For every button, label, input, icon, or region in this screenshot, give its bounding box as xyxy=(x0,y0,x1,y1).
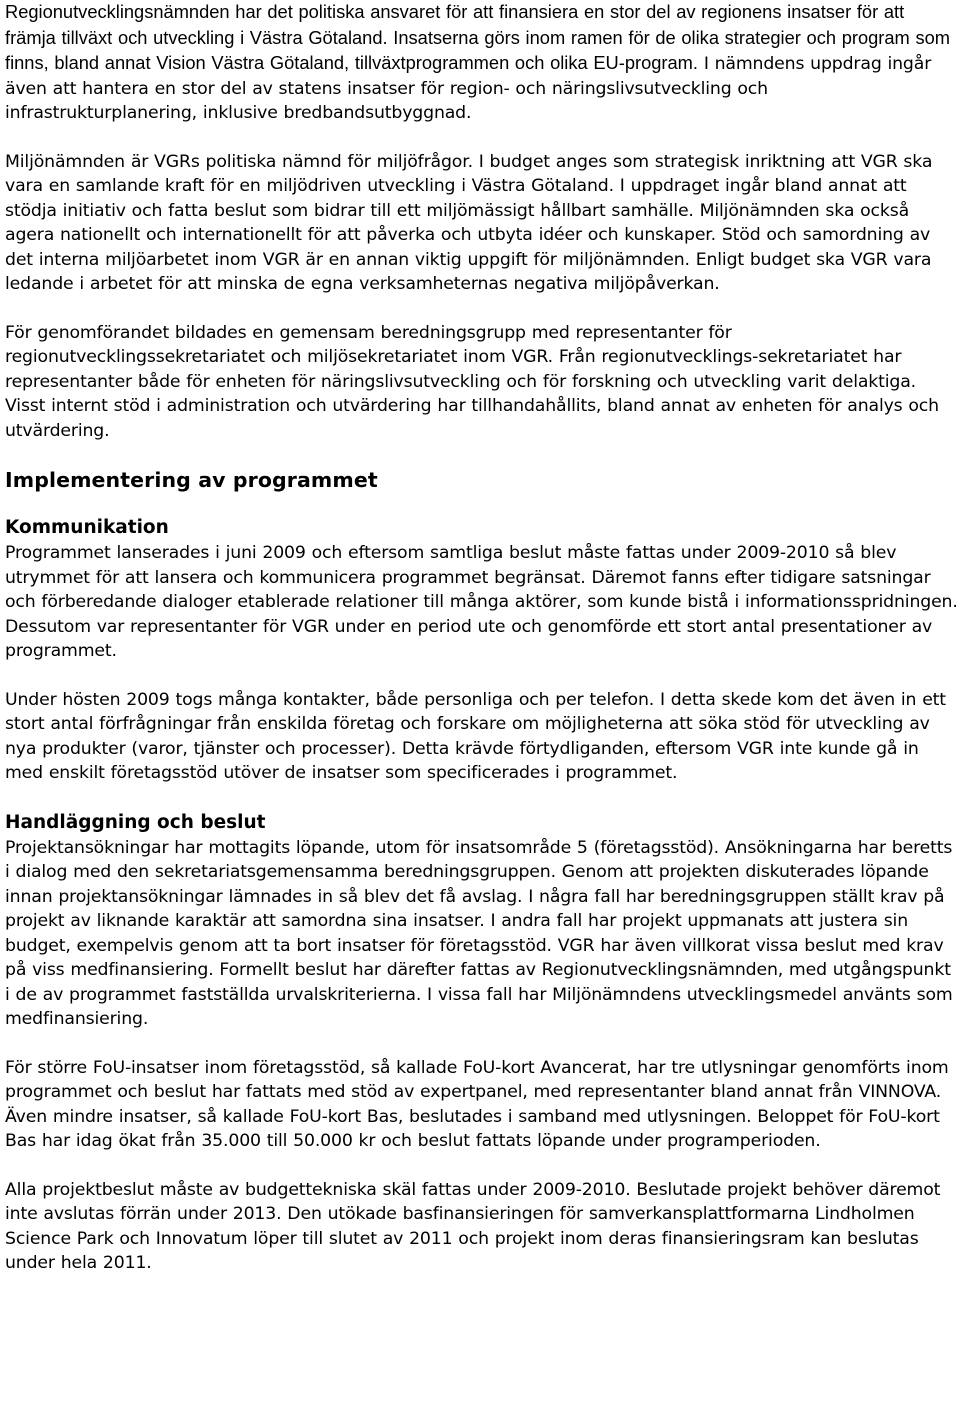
kommunikation-heading: Kommunikation xyxy=(5,517,169,538)
intro-text-verdana: I nämndens uppdrag ingår även att hantera en stor del av statens insatser för region- och näringslivsutveckling och infrastrukturplanering, inklusive bredbandsutbyggnad. xyxy=(5,54,932,123)
kommunikation-paragraph-1: Programmet lanserades i juni 2009 och eftersom samtliga beslut måste fattas under 2009-2010 så blev utrymmet för att lansera och kommunicera programmet begränsat. Däremot fanns efter tidigare satsningar och förberedande dialoger etablerade relationer till många aktörer, som kunde bistå i informationsspridningen. Dessutom var representanter för VGR under en period ute och genomförde ett stort antal presentationer av programmet. xyxy=(5,543,958,661)
spacer xyxy=(5,1032,959,1056)
spacer xyxy=(5,297,959,321)
spacer xyxy=(5,443,959,467)
handlaggning-paragraph-1: Projektansökningar har mottagits löpande, utom för insatsområde 5 (företagsstöd). Ansökningarna har beretts i dialog med den sekretariatsgemensamma beredningsgruppen. Genom att projekten diskuterades löpande innan projektansökningar lämnades in så blev det få avslag. I några fall har beredningsgruppen ställt krav på projekt av liknande karaktär att samordna sina insatser. I andra fall har projekt uppmanats att justera sin budget, exempelvis genom att ta bort insatser för företagsstöd. VGR har även villkorat vissa beslut med krav på viss medfinansiering. Formellt beslut har därefter fattas av Regionutvecklingsnämnden, med utgångspunkt i de av programmet fastställda urvalskriterierna. I vissa fall har Miljönämndens utvecklingsmedel använts som medfinansiering. xyxy=(5,837,953,1029)
kommunikation-paragraph-2: Under hösten 2009 togs många kontakter, både personliga och per telefon. I detta skede kom det även in ett stort antal förfrågningar från enskilda företag och forskare om möjligheterna att söka stöd för utveckling av nya produkter (varor, tjänster och processer). Detta krävde förtydliganden, eftersom VGR inte kunde gå in med enskilt företagsstöd utöver de insatser som specificerades i programmet. xyxy=(5,689,946,783)
document-page xyxy=(5,0,959,1276)
spacer xyxy=(5,664,959,688)
handlaggning-paragraph-3: Alla projektbeslut måste av budgettekniska skäl fattas under 2009-2010. Beslutade projekt behöver däremot inte avslutas förrän under 2013. Den utökade basfinansieringen för samverkansplattformarna Lindholmen Science Park och Innovatum löper till slutet av 2011 och projekt inom deras finansieringsram kan beslutas under hela 2011. xyxy=(5,1179,941,1273)
spacer xyxy=(5,493,959,515)
spacer xyxy=(5,126,959,150)
section-heading: Implementering av programmet xyxy=(5,468,378,492)
intro-text-arial: Regionutvecklingsnämnden har det politiska ansvaret för att finansiera en stor del av regionens insatser för att främja tillväxt och utveckling i Västra Götaland. Insatserna görs inom ramen för de olika strategier och program som finns, bland annat Vision Västra Götaland, tillväxtprogrammen och olika EU-program. xyxy=(5,1,950,73)
spacer xyxy=(5,786,959,810)
handlaggning-heading: Handläggning och beslut xyxy=(5,811,266,833)
genomforande-paragraph: För genomförandet bildades en gemensam beredningsgrupp med representanter för regionutvecklingssekretariatet och miljösekretariatet inom VGR. Från regionutvecklings-sekretariatet har representanter både för enheten för näringslivsutveckling och för forskning och utveckling varit delaktiga. Visst internt stöd i administration och utvärdering har tillhandahållits, bland annat av enheten för analys och utvärdering. xyxy=(5,322,939,441)
miljo-paragraph: Miljönämnden är VGRs politiska nämnd för miljöfrågor. I budget anges som strategisk inriktning att VGR ska vara en samlande kraft för en miljödriven utveckling i Västra Götaland. I uppdraget ingår bland annat att stödja initiativ och fatta beslut som bidrar till ett miljömässigt hållbart samhälle. Miljönämnden ska också agera nationellt och internationellt för att påverka och utbyta idéer och kunskaper. Stöd och samordning av det interna miljöarbetet inom VGR är en annan viktig uppgift för miljönämnden. Enligt budget ska VGR vara ledande i arbetet för att minska de egna verksamheternas negativa miljöpåverkan. xyxy=(5,151,933,294)
spacer xyxy=(5,1154,959,1178)
handlaggning-paragraph-2: För större FoU-insatser inom företagsstöd, så kallade FoU-kort Avancerat, har tre utlysningar genomförts inom programmet och beslut har fattats med stöd av expertpanel, med representanter bland annat från VINNOVA. Även mindre insatser, så kallade FoU-kort Bas, beslutades i samband med utlysningen. Beloppet för FoU-kort Bas har idag ökat från 35.000 till 50.000 kr och beslut fattats löpande under programperioden. xyxy=(5,1057,949,1151)
intro-paragraph xyxy=(5,0,959,126)
